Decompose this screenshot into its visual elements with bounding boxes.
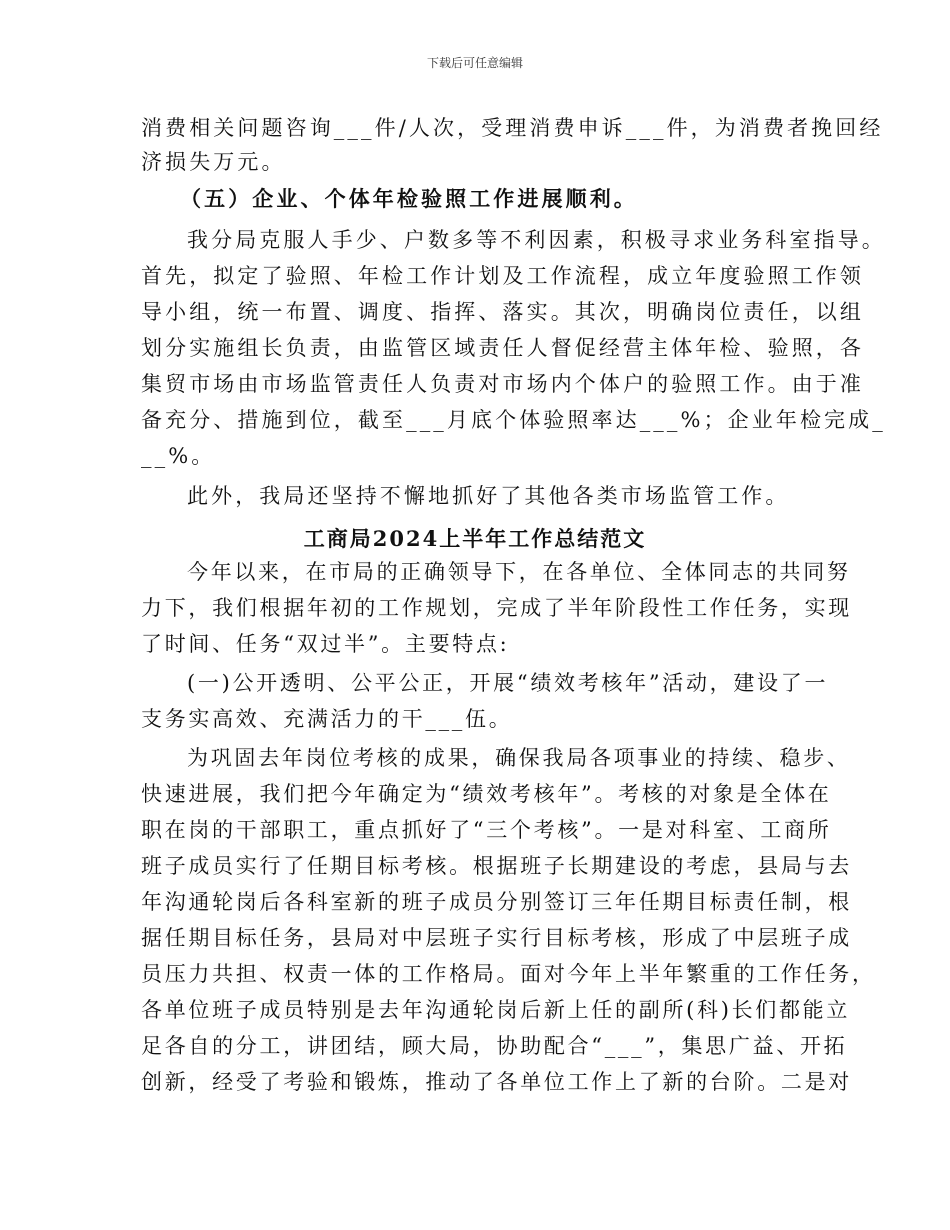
page-header: 下载后可任意编辑 [426, 56, 523, 70]
paragraph-line: 今年以来，在市局的正确领导下，在各单位、全体同志的共同努 [187, 560, 851, 584]
paragraph-line: 各单位班子成员特别是去年沟通轮岗后新上任的副所(科)长们都能立 [141, 998, 851, 1022]
paragraph-line: 年沟通轮岗后各科室新的班子成员分别签订三年任期目标责任制，根 [141, 890, 852, 914]
paragraph-line: 力下，我们根据年初的工作规划，完成了半年阶段性工作任务，实现 [141, 596, 852, 620]
paragraph-line: 我分局克服人手少、户数多等不利因素，积极寻求业务科室指导。 [187, 228, 886, 252]
paragraph-line: 导小组，统一布置、调度、指挥、落实。其次，明确岗位责任，以组 [141, 300, 864, 324]
paragraph-line: 了时间、任务“双过半”。主要特点: [141, 632, 510, 656]
paragraph-line: 划分实施组长负责，由监管区域责任人督促经营主体年检、验照，各 [141, 336, 864, 360]
paragraph-line: 快速进展，我们把今年确定为“绩效考核年”。考核的对象是全体在 [141, 782, 832, 806]
paragraph-line: 支务实高效、充满活力的干___伍。 [141, 707, 513, 731]
paragraph-line: (一)公开透明、公平公正，开展“绩效考核年”活动，建设了一 [187, 671, 829, 695]
paragraph-line: 创新，经受了考验和锻炼，推动了各单位工作上了新的台阶。二是对 [141, 1070, 852, 1094]
paragraph-line: 员压力共担、权责一体的工作格局。面对今年上半年繁重的工作任务， [141, 962, 876, 986]
paragraph-line: 足各自的分工，讲团结，顾大局，协助配合“___”，集思广益、开拓 [141, 1034, 848, 1058]
paragraph-line: 为巩固去年岗位考核的成果，确保我局各项事业的持续、稳步、 [187, 746, 851, 770]
paragraph-line: 据任期目标任务，县局对中层班子实行目标考核，形成了中层班子成 [141, 926, 852, 950]
paragraph-line: 首先，拟定了验照、年检工作计划及工作流程，成立年度验照工作领 [141, 264, 864, 288]
paragraph-line: 济损失万元。 [141, 150, 286, 174]
article-title: 工商局2024上半年工作总结范文 [303, 526, 647, 551]
paragraph-line: __%。 [141, 444, 216, 468]
paragraph-line: 备充分、措施到位，截至___月底个体验照率达___%；企业年检完成_ [141, 408, 886, 432]
paragraph-line: 此外，我局还坚持不懈地抓好了其他各类市场监管工作。 [187, 484, 790, 508]
section-heading: （五）企业、个体年检验照工作进展顺利。 [180, 186, 638, 211]
paragraph-line: 职在岗的干部职工，重点抓好了“三个考核”。一是对科室、工商所 [141, 818, 832, 842]
paragraph-line: 班子成员实行了任期目标考核。根据班子长期建设的考虑，县局与去 [141, 854, 852, 878]
paragraph-line: 消费相关问题咨询___件/人次，受理消费申诉___件，为消费者挽回经 [141, 116, 884, 140]
paragraph-line: 集贸市场由市场监管责任人负责对市场内个体户的验照工作。由于准 [141, 372, 864, 396]
